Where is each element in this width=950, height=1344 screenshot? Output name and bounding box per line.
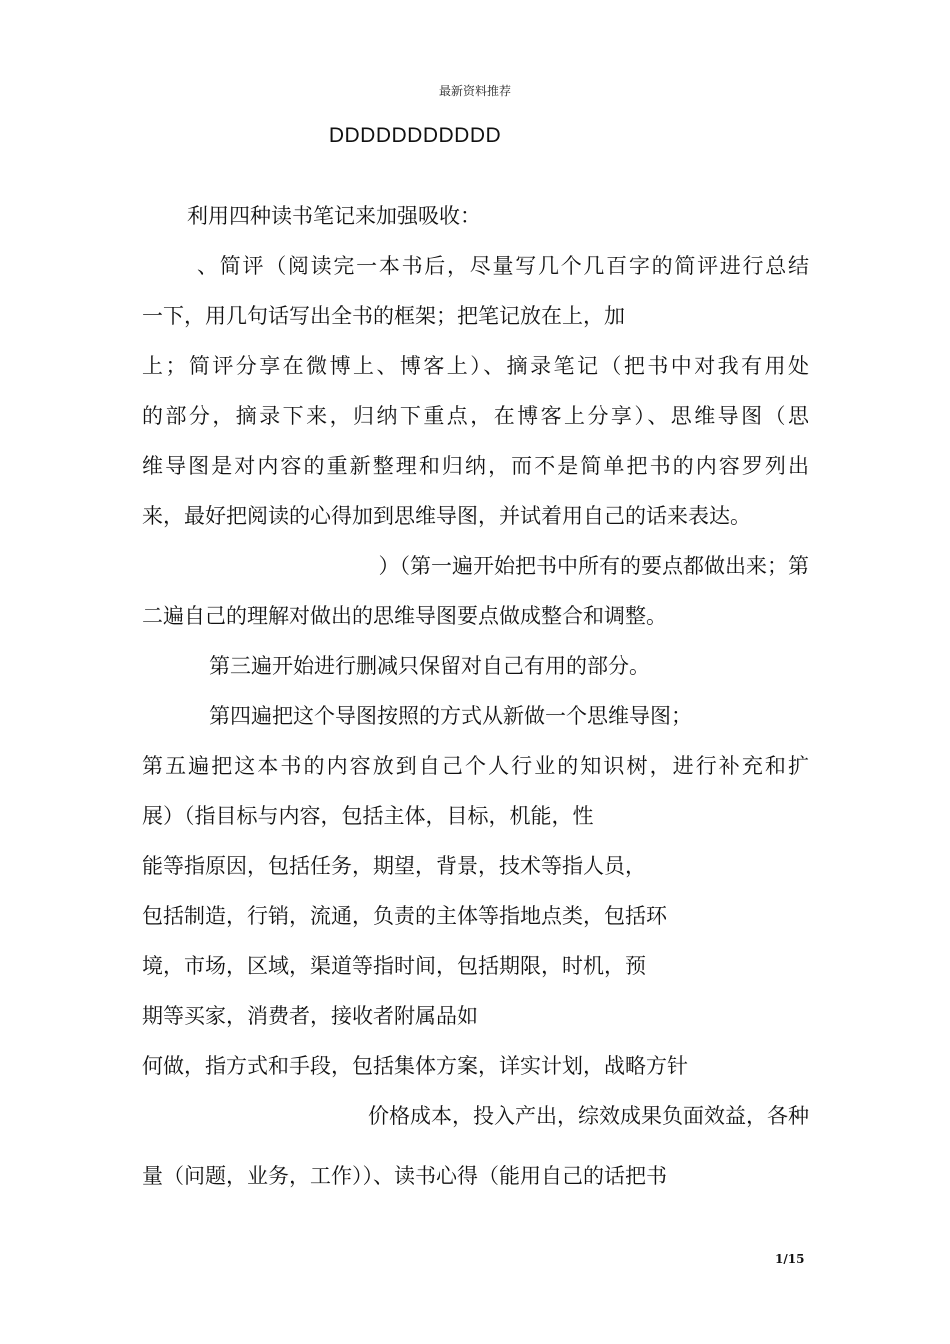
paragraph-line: 何做，指方式和手段，包括集体方案，详实计划，战略方针 [142,1054,688,1078]
paragraph-line: 二遍自己的理解对做出的思维导图要点做成整合和调整。 [142,604,667,628]
paragraph-line: 展）（指目标与内容，包括主体，目标，机能，性 [142,804,594,828]
paragraph-line: 第五遍把这本书的内容放到自己个人行业的知识树，进行补充和扩 [142,754,809,778]
paragraph-line: ）（第一遍开始把书中所有的要点都做出来；第 [378,554,809,578]
page-header: 最新资料推荐 [438,84,511,98]
paragraph-line: 维导图是对内容的重新整理和归纳，而不是简单把书的内容罗列出 [142,454,809,478]
page-number: 1/15 [775,1252,805,1266]
paragraph-line: 第四遍把这个导图按照的方式从新做一个思维导图； [209,704,692,728]
paragraph-line: 量（问题，业务，工作））、读书心得（能用自己的话把书 [142,1164,667,1188]
paragraph-line: 、简评（阅读完一本书后，尽量写几个几百字的简评进行总结 [197,254,809,278]
paragraph-line: 第三遍开始进行删减只保留对自己有用的部分。 [209,654,650,678]
paragraph-line: 包括制造，行销，流通，负责的主体等指地点类，包括环 [142,904,667,928]
paragraph-line: 利用四种读书笔记来加强吸收： [187,204,481,228]
paragraph-line: 的部分，摘录下来，归纳下重点，在博客上分享）、思维导图（思 [142,404,809,428]
paragraph-line: 价格成本，投入产出，综效成果负面效益，各种 [368,1104,809,1128]
paragraph-line: 来，最好把阅读的心得加到思维导图，并试着用自己的话来表达。 [142,504,751,528]
paragraph-line: 一下，用几句话写出全书的框架；把笔记放在上，加 [142,304,625,328]
paragraph-line: 境，市场，区域，渠道等指时间，包括期限，时机，预 [142,954,646,978]
paragraph-line: 上；简评分享在微博上、博客上）、摘录笔记（把书中对我有用处 [142,354,809,378]
paragraph-line: 期等买家，消费者，接收者附属品如 [142,1004,478,1028]
paragraph-line: 能等指原因，包括任务，期望，背景，技术等指人员， [142,854,646,878]
document-title: DDDDDDDDDDD [328,124,502,147]
